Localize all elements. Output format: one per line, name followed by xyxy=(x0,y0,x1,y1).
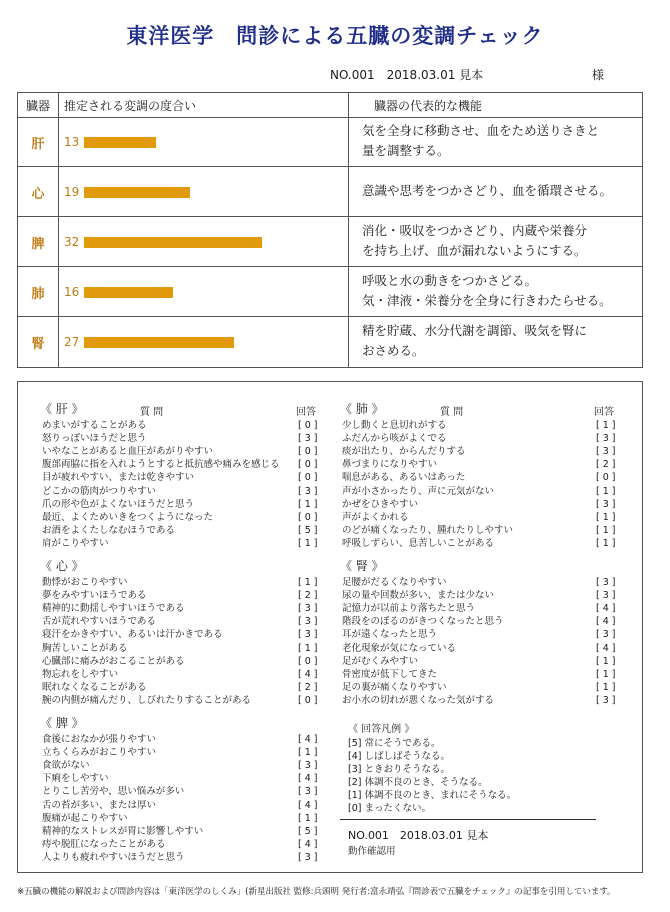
liver-question: 目が疲れやすい、または乾きやすい xyxy=(42,472,195,484)
lung-question: 少し動くと息切れがする xyxy=(342,420,447,431)
kidney-question: 階段をのぼるのがきつくなったと思う xyxy=(342,616,504,628)
legend-item: [0] まったくない。 xyxy=(348,803,431,814)
lung-answer: [ 1 ] xyxy=(596,511,616,523)
heart-answer: [ 0 ] xyxy=(298,655,318,667)
liver-question: 怒りっぽいほうだと思う xyxy=(42,433,147,445)
spleen-question: 立ちくらみがおこりやすい xyxy=(42,747,157,759)
heart-answer: [ 0 ] xyxy=(298,694,318,706)
lung-question: 鼻づまりになりやすい xyxy=(342,459,438,471)
kidney-answer: [ 3 ] xyxy=(596,694,616,706)
kidney-question: 記憶力が以前より落ちたと思う xyxy=(342,603,476,615)
spleen-answer: [ 5 ] xyxy=(298,825,318,837)
meta-suffix: 様 xyxy=(592,68,605,82)
organ-name: 肺 xyxy=(31,287,45,302)
kidney-answer: [ 3 ] xyxy=(596,590,616,602)
score-bar xyxy=(84,187,190,198)
header-degree: 推定される変調の度合い xyxy=(64,99,197,113)
heart-answer: [ 2 ] xyxy=(298,681,318,693)
spleen-question: 食後におなかが張りやすい xyxy=(42,734,157,745)
liver-question: 最近、よくためいきをつくようになった xyxy=(42,511,214,523)
organ-function-line: おさめる。 xyxy=(362,343,425,358)
spleen-answer: [ 1 ] xyxy=(298,747,318,759)
legend-item: [2] 体調不良のとき、そうなる。 xyxy=(348,777,488,788)
table-header-row xyxy=(18,93,642,118)
liver-answer: [ 0 ] xyxy=(298,511,318,523)
organ-row-2 xyxy=(18,217,642,267)
kidney-question: 足腰がだるくなりやすい xyxy=(342,577,447,588)
kidney-question: 骨密度が低下してきた xyxy=(342,668,438,680)
liver-answer-header: 回答 xyxy=(296,407,316,418)
organ-function-line: 量を調整する。 xyxy=(362,143,450,158)
organ-function xyxy=(362,181,632,201)
lung-answer: [ 2 ] xyxy=(596,459,616,471)
legend-item: [4] しばしばそうなる。 xyxy=(348,751,450,762)
lung-answer-header: 回答 xyxy=(594,407,614,418)
legend-divider xyxy=(340,819,596,820)
heart-question: 胸苦しいことがある xyxy=(42,642,128,654)
liver-answer: [ 5 ] xyxy=(298,524,318,536)
organ-score: 19 xyxy=(64,185,80,199)
organ-function-line: 精を貯蔵、水分代謝を調節、吸気を腎に xyxy=(362,323,588,338)
spleen-question: 下痢をしやすい xyxy=(42,773,109,785)
lung-question: 喘息がある、あるいはあった xyxy=(342,472,466,484)
kidney-answer: [ 4 ] xyxy=(596,603,616,615)
liver-answer: [ 3 ] xyxy=(298,433,318,445)
spleen-question: とりこし苦労や、思い悩みが多い xyxy=(42,786,185,798)
footnote: ※五臓の機能の解説および問診内容は「東洋医学のしくみ」(新星出版社 監修:兵頭明 発行者:富永靖弘『問診表で五臓をチェック』の記事を引用しています。 xyxy=(17,887,616,897)
organ-function-line: 気を全身に移動させ、血をため送りさきと xyxy=(362,123,600,138)
heart-question: 夢をみやすいほうである xyxy=(42,590,147,602)
lung-question: かぜをひきやすい xyxy=(342,498,419,510)
organ-row-4 xyxy=(18,317,642,366)
lung-title: 《 肺 》 xyxy=(340,402,384,416)
liver-question-header: 質 問 xyxy=(140,407,164,418)
organ-score: 32 xyxy=(64,235,80,249)
stamp-note: 動作確認用 xyxy=(348,846,396,857)
kidney-answer: [ 3 ] xyxy=(596,577,616,588)
liver-title: 《 肝 》 xyxy=(40,402,84,416)
organ-function-line: 気・津液・栄養分を全身に行きわたらせる。 xyxy=(362,293,612,308)
kidney-question: 耳が遠くなったと思う xyxy=(342,629,438,641)
lung-question: 呼吸しずらい、息苦しいことがある xyxy=(342,537,495,549)
kidney-answer: [ 1 ] xyxy=(596,655,616,667)
spleen-answer: [ 4 ] xyxy=(298,799,318,811)
organ-function xyxy=(362,321,632,361)
organ-name: 肝 xyxy=(31,137,45,152)
lung-answer: [ 3 ] xyxy=(596,498,616,510)
liver-question: どこかの筋肉がつりやすい xyxy=(42,485,157,497)
organ-function xyxy=(362,271,632,311)
organ-row-1 xyxy=(18,167,642,217)
score-bar xyxy=(84,137,156,148)
spleen-question: 食欲がない xyxy=(42,760,90,772)
liver-question: 爪の形や色がよくないほうだと思う xyxy=(42,498,195,510)
spleen-question: 精神的なストレスが胃に影響しやすい xyxy=(42,825,204,837)
lung-question: 声が小さかったり、声に元気がない xyxy=(342,485,495,497)
spleen-answer: [ 3 ] xyxy=(298,760,318,772)
organ-summary-table xyxy=(17,92,643,368)
lung-answer: [ 3 ] xyxy=(596,433,616,445)
spleen-answer: [ 3 ] xyxy=(298,851,318,863)
spleen-title: 《 脾 》 xyxy=(40,716,84,730)
stamp-id-date: NO.001 2018.03.01 見本 xyxy=(348,829,489,842)
heart-answer: [ 3 ] xyxy=(298,603,318,615)
organ-name: 腎 xyxy=(31,337,45,352)
spleen-answer: [ 4 ] xyxy=(298,838,318,850)
liver-answer: [ 3 ] xyxy=(298,485,318,497)
lung-answer: [ 1 ] xyxy=(596,485,616,497)
heart-answer: [ 2 ] xyxy=(298,590,318,602)
legend-title: 《 回答凡例 》 xyxy=(348,724,415,735)
heart-question: 舌が荒れやすいほうである xyxy=(42,616,157,628)
heart-answer: [ 1 ] xyxy=(298,642,318,654)
heart-answer: [ 3 ] xyxy=(298,616,318,628)
header-organ: 臓器 xyxy=(26,99,51,113)
kidney-title: 《 腎 》 xyxy=(340,559,384,573)
lung-answer: [ 1 ] xyxy=(596,524,616,536)
liver-answer: [ 0 ] xyxy=(298,459,318,471)
organ-name: 心 xyxy=(31,187,45,202)
liver-answer: [ 0 ] xyxy=(298,420,318,431)
score-bar xyxy=(84,287,173,298)
page-title: 東洋医学 問診による五臓の変調チェック xyxy=(126,24,544,48)
heart-question: 精神的に動揺しやすいほうである xyxy=(42,603,185,615)
lung-answer: [ 0 ] xyxy=(596,472,616,484)
heart-answer: [ 4 ] xyxy=(298,668,318,680)
spleen-question: 舌の苔が多い、または厚い xyxy=(42,799,157,811)
liver-answer: [ 1 ] xyxy=(298,498,318,510)
spleen-question: 人よりも疲れやすいほうだと思う xyxy=(42,851,185,863)
questionnaire-box xyxy=(17,381,643,873)
spleen-answer: [ 4 ] xyxy=(298,773,318,785)
organ-function-line: 呼吸と水の動きをつかさどる。 xyxy=(362,273,538,288)
heart-question: 眠れなくなることがある xyxy=(42,681,147,693)
score-bar xyxy=(84,337,234,348)
organ-function-line: 意識や思考をつかさどり、血を循環させる。 xyxy=(362,183,613,198)
lung-question-header: 質 問 xyxy=(440,407,464,418)
score-bar xyxy=(84,237,262,248)
spleen-question: 腹痛が起こりやすい xyxy=(42,812,128,824)
liver-question: いやなことがあると血圧があがりやすい xyxy=(42,446,214,458)
organ-name: 脾 xyxy=(31,237,45,252)
heart-question: 動悸がおこりやすい xyxy=(42,577,128,588)
liver-answer: [ 0 ] xyxy=(298,446,318,458)
kidney-answer: [ 1 ] xyxy=(596,668,616,680)
spleen-question: 痔や脱肛になったことがある xyxy=(42,838,166,850)
liver-answer: [ 1 ] xyxy=(298,537,318,549)
lung-question: のどが痛くなったり、腫れたりしやすい xyxy=(342,524,514,536)
liver-answer: [ 0 ] xyxy=(298,472,318,484)
heart-question: 物忘れをしやすい xyxy=(42,668,119,680)
lung-answer: [ 1 ] xyxy=(596,420,616,431)
kidney-answer: [ 3 ] xyxy=(596,629,616,641)
heart-answer: [ 1 ] xyxy=(298,577,318,588)
heart-title: 《 心 》 xyxy=(40,559,84,573)
organ-row-3 xyxy=(18,267,642,317)
heart-answer: [ 3 ] xyxy=(298,629,318,641)
kidney-question: 尿の量や回数が多い、または少ない xyxy=(342,590,495,602)
organ-function xyxy=(362,221,632,261)
heart-question: 心臓部に痛みがおこることがある xyxy=(42,655,185,667)
lung-answer: [ 1 ] xyxy=(596,537,616,549)
liver-question: 腹部両脇に指を入れようとすると抵抗感や痛みを感じる xyxy=(42,459,280,471)
meta-id-date: NO.001 2018.03.01 見本 xyxy=(330,68,484,82)
organ-score: 13 xyxy=(64,135,80,149)
header-function: 臓器の代表的な機能 xyxy=(374,99,483,113)
spleen-answer: [ 4 ] xyxy=(298,734,318,745)
kidney-answer: [ 4 ] xyxy=(596,616,616,628)
legend-item: [3] ときおりそうなる。 xyxy=(348,764,450,775)
organ-row-0 xyxy=(18,117,642,167)
kidney-question: お小水の切れが悪くなった気がする xyxy=(342,694,495,706)
kidney-answer: [ 4 ] xyxy=(596,642,616,654)
kidney-question: 老化現象が気になっている xyxy=(342,642,457,654)
organ-function-line: を持ち上げ、血が漏れないようにする。 xyxy=(362,243,587,258)
legend-item: [1] 体調不良のとき、まれにそうなる。 xyxy=(348,790,517,801)
organ-function-line: 消化・吸収をつかさどり、内蔵や栄養分 xyxy=(362,223,588,238)
kidney-question: 足の裏が痛くなりやすい xyxy=(342,681,447,693)
organ-function xyxy=(362,121,632,161)
lung-question: 声がよくかれる xyxy=(342,511,409,523)
liver-question: めまいがすることがある xyxy=(42,420,147,431)
kidney-answer: [ 1 ] xyxy=(596,681,616,693)
legend-item: [5] 常にそうである。 xyxy=(348,738,441,749)
organ-score: 27 xyxy=(64,335,80,349)
heart-question: 寝汗をかきやすい、あるいは汗かきである xyxy=(42,629,223,641)
liver-question: 肩がこりやすい xyxy=(42,537,109,549)
lung-answer: [ 3 ] xyxy=(596,446,616,458)
spleen-answer: [ 3 ] xyxy=(298,786,318,798)
lung-question: 痰が出たり、からんだりする xyxy=(342,446,466,458)
heart-question: 腕の内側が痛んだり、しびれたりすることがある xyxy=(42,694,252,706)
kidney-question: 足がむくみやすい xyxy=(342,655,419,667)
organ-score: 16 xyxy=(64,285,80,299)
spleen-answer: [ 1 ] xyxy=(298,812,318,824)
lung-question: ふだんから咳がよくでる xyxy=(342,433,447,445)
liver-question: お酒をよくたしなむほうである xyxy=(42,524,176,536)
